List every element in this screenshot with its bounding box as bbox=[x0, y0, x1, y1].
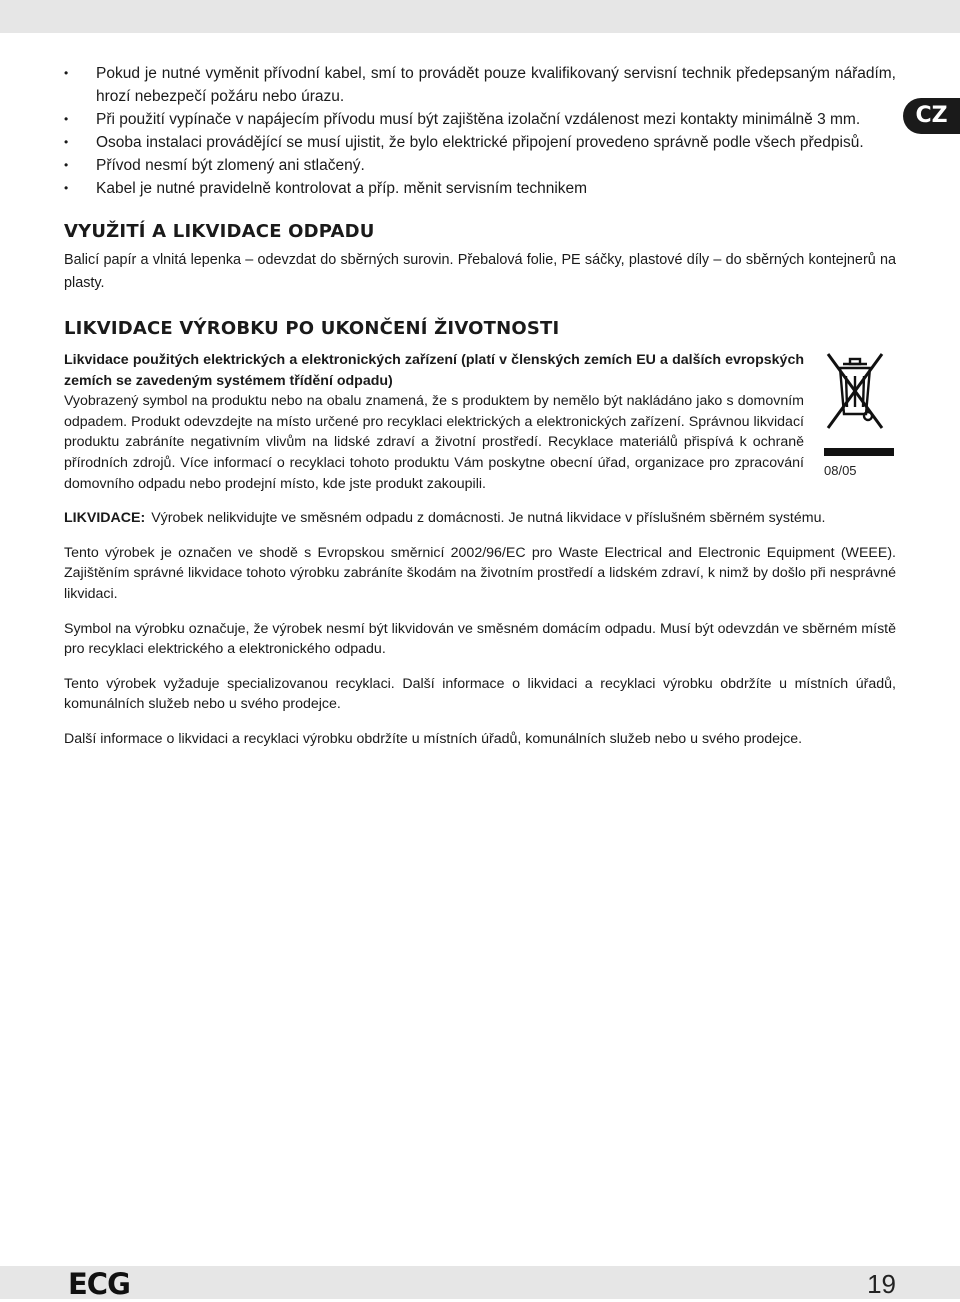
list-item: • Při použití vypínače v napájecím přívodu musí být zajištěna izolační vzdálenost mezi kontakty minimálně 3 mm. bbox=[64, 108, 896, 131]
recycling-heading: VYUŽITÍ A LIKVIDACE ODPADU bbox=[64, 221, 375, 242]
weee-date: 08/05 bbox=[824, 463, 857, 478]
disposal-text bbox=[64, 350, 804, 494]
paragraph: Tento výrobek je označen ve shodě s Evropskou směrnicí 2002/96/EC pro Waste Electrical and Electronic Equipment (WEEE). Zajištěním správné likvidace tohoto výrobku zabráníte škodám na životním prostředí a lidském zdraví, k nimž by došlo při nesprávné likvidaci. bbox=[64, 544, 896, 602]
likvidace-label: LIKVIDACE: bbox=[64, 510, 146, 527]
crossed-out-wheelie-bin-icon bbox=[824, 350, 886, 434]
footer-bar bbox=[0, 1266, 960, 1299]
list-item: • Osoba instalaci provádějící se musí ujistit, že bylo elektrické připojení provedeno správně podle všech předpisů. bbox=[64, 131, 896, 154]
likvidace-paragraph bbox=[64, 508, 896, 529]
likvidace-text: Výrobek nelikvidujte ve směsném odpadu z domácnosti. Je nutná likvidace v příslušném sběrném systému. bbox=[151, 510, 826, 527]
page-number: 19 bbox=[867, 1269, 896, 1299]
disposal-block bbox=[64, 350, 896, 494]
weee-date-badge bbox=[824, 448, 894, 482]
list-item: • Přívod nesmí být zlomený ani stlačený. bbox=[64, 154, 896, 177]
brand-logo: ECG bbox=[68, 1267, 130, 1301]
language-badge: CZ bbox=[903, 98, 960, 134]
recycling-text: Balicí papír a vlnitá lepenka – odevzdat do sběrných surovin. Přebalová folie, PE sáčky, plastové díly – do sběrných kontejnerů na plasty. bbox=[64, 252, 896, 291]
paragraph: Symbol na výrobku označuje, že výrobek nesmí být likvidován ve směsném domácím odpadu. Musí být odevzdán ve sběrném místě pro recyklaci elektrického a elektronického odpadu. bbox=[64, 620, 896, 658]
page-content bbox=[64, 62, 896, 750]
paragraph: Tento výrobek vyžaduje specializovanou recyklaci. Další informace o likvidaci a recyklaci výrobku obdržíte u místních úřadů, komunálních služeb nebo u svého prodejce. bbox=[64, 675, 896, 713]
disposal-heading: LIKVIDACE VÝROBKU PO UKONČENÍ ŽIVOTNOSTI bbox=[64, 318, 560, 339]
weee-symbol bbox=[824, 350, 904, 482]
header-bar bbox=[0, 0, 960, 33]
list-item: • Kabel je nutné pravidelně kontrolovat a příp. měnit servisním technikem bbox=[64, 177, 896, 200]
disposal-body: Vyobrazený symbol na produktu nebo na obalu znamená, že s produktem by nemělo být nakládáno jako s domovním odpadem. Produkt odevzdejte na místo určené pro recyklaci elektrických a elektronických zařízení. Správnou likvidací produktu zabráníte negativním vlivům na lidské zdraví a životní prostředí. Recyklace materiálů přispívá k ochraně přírodních zdrojů. Více informací o recyklaci tohoto produktu Vám poskytne obecní úřad, organizace pro zpracování domovního odpadu nebo prodejní místo, kde jste produkt zakoupili. bbox=[64, 393, 804, 492]
weee-bar bbox=[824, 448, 894, 456]
list-item: • Pokud je nutné vyměnit přívodní kabel, smí to provádět pouze kvalifikovaný servisní technik předepsaným nářadím, hrozí nebezpečí požáru nebo úrazu. bbox=[64, 62, 896, 108]
safety-bullet-list bbox=[64, 62, 896, 200]
paragraph: Další informace o likvidaci a recyklaci výrobku obdržíte u místních úřadů, komunálních služeb nebo u svého prodejce. bbox=[64, 730, 803, 747]
disposal-bold-intro: Likvidace použitých elektrických a elektronických zařízení (platí v členských zemích EU a dalších evropských zemích se zavedeným systémem třídění odpadu) bbox=[64, 352, 804, 389]
